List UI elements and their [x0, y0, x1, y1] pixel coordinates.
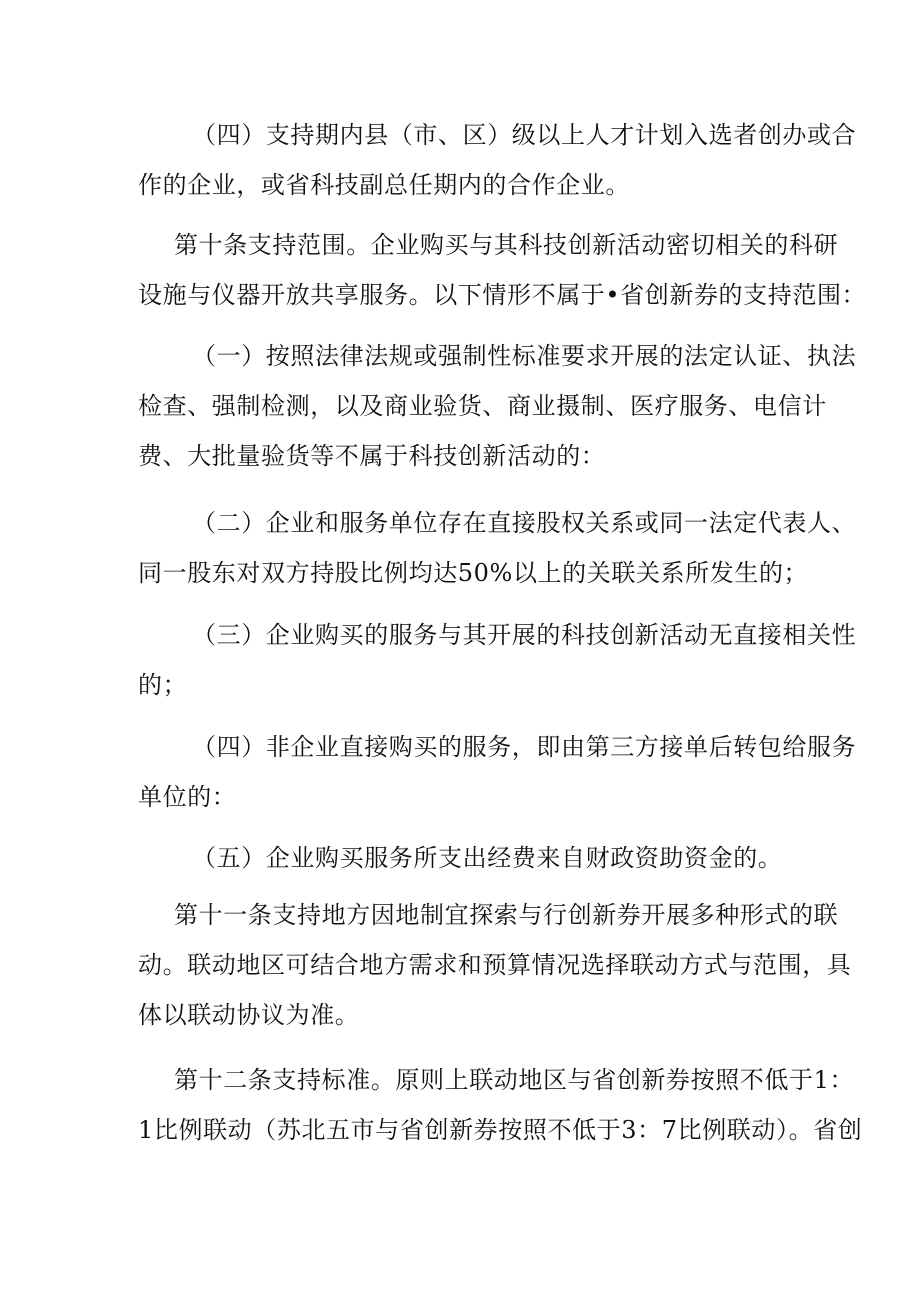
paragraph-line: 作的企业，或省科技副总任期内的合作企业。 [138, 171, 630, 199]
paragraph-line: （三）企业购买的服务与其开展的科技创新活动无直接相关性 [192, 621, 857, 649]
paragraph-line: 动。联动地区可结合地方需求和预算情况选择联动方式与范围，具 [138, 951, 852, 979]
paragraph-line: （二）企业和服务单位存在直接股权关系或同一法定代表人、 [192, 509, 857, 537]
paragraph-line: （一）按照法律法规或强制性标准要求开展的法定认证、执法 [192, 342, 857, 370]
paragraph-article-12 [138, 1055, 863, 1155]
paragraph-line: 1比例联动（苏北五市与省创新券按照不低于3：7比例联动）。省创 [138, 1116, 863, 1144]
paragraph-line: 第十二条支持标准。原则上联动地区与省创新券按照不低于1： [174, 1066, 855, 1094]
paragraph-exclusion-4 [138, 722, 857, 822]
paragraph-line: 同一股东对双方持股比例均达50%以上的关联关系所发生的； [138, 559, 809, 587]
paragraph-line: （四）支持期内县（市、区）级以上人才计划入选者创办或合 [192, 121, 857, 149]
paragraph-line: 第十条支持范围。企业购买与其科技创新活动密切相关的科研 [174, 231, 839, 259]
paragraph-line: （五）企业购买服务所支出经费来自财政资助资金的。 [192, 844, 783, 872]
paragraph-line: 体以联动协议为准。 [138, 1001, 360, 1029]
paragraph-article-11 [138, 890, 852, 1040]
paragraph-article-10 [138, 220, 867, 320]
paragraph-exclusion-2 [138, 498, 857, 598]
paragraph-line: 的； [138, 671, 188, 699]
paragraph-line: 费、大批量验货等不属于科技创新活动的： [138, 442, 606, 470]
paragraph-talent-enterprise [138, 110, 857, 210]
paragraph-line: 设施与仪器开放共享服务。以下情形不属于•省创新券的支持范围： [138, 281, 867, 309]
paragraph-line: 检查、强制检测，以及商业验货、商业摄制、医疗服务、电信计 [138, 392, 827, 420]
paragraph-exclusion-3 [138, 610, 857, 710]
paragraph-exclusion-1 [138, 331, 857, 481]
paragraph-line: 第十一条支持地方因地制宜探索与行创新券开展多种形式的联 [174, 901, 839, 929]
paragraph-line: 单位的： [138, 783, 237, 811]
paragraph-line: （四）非企业直接购买的服务，即由第三方接单后转包给服务 [192, 733, 857, 761]
paragraph-exclusion-5 [138, 833, 783, 883]
